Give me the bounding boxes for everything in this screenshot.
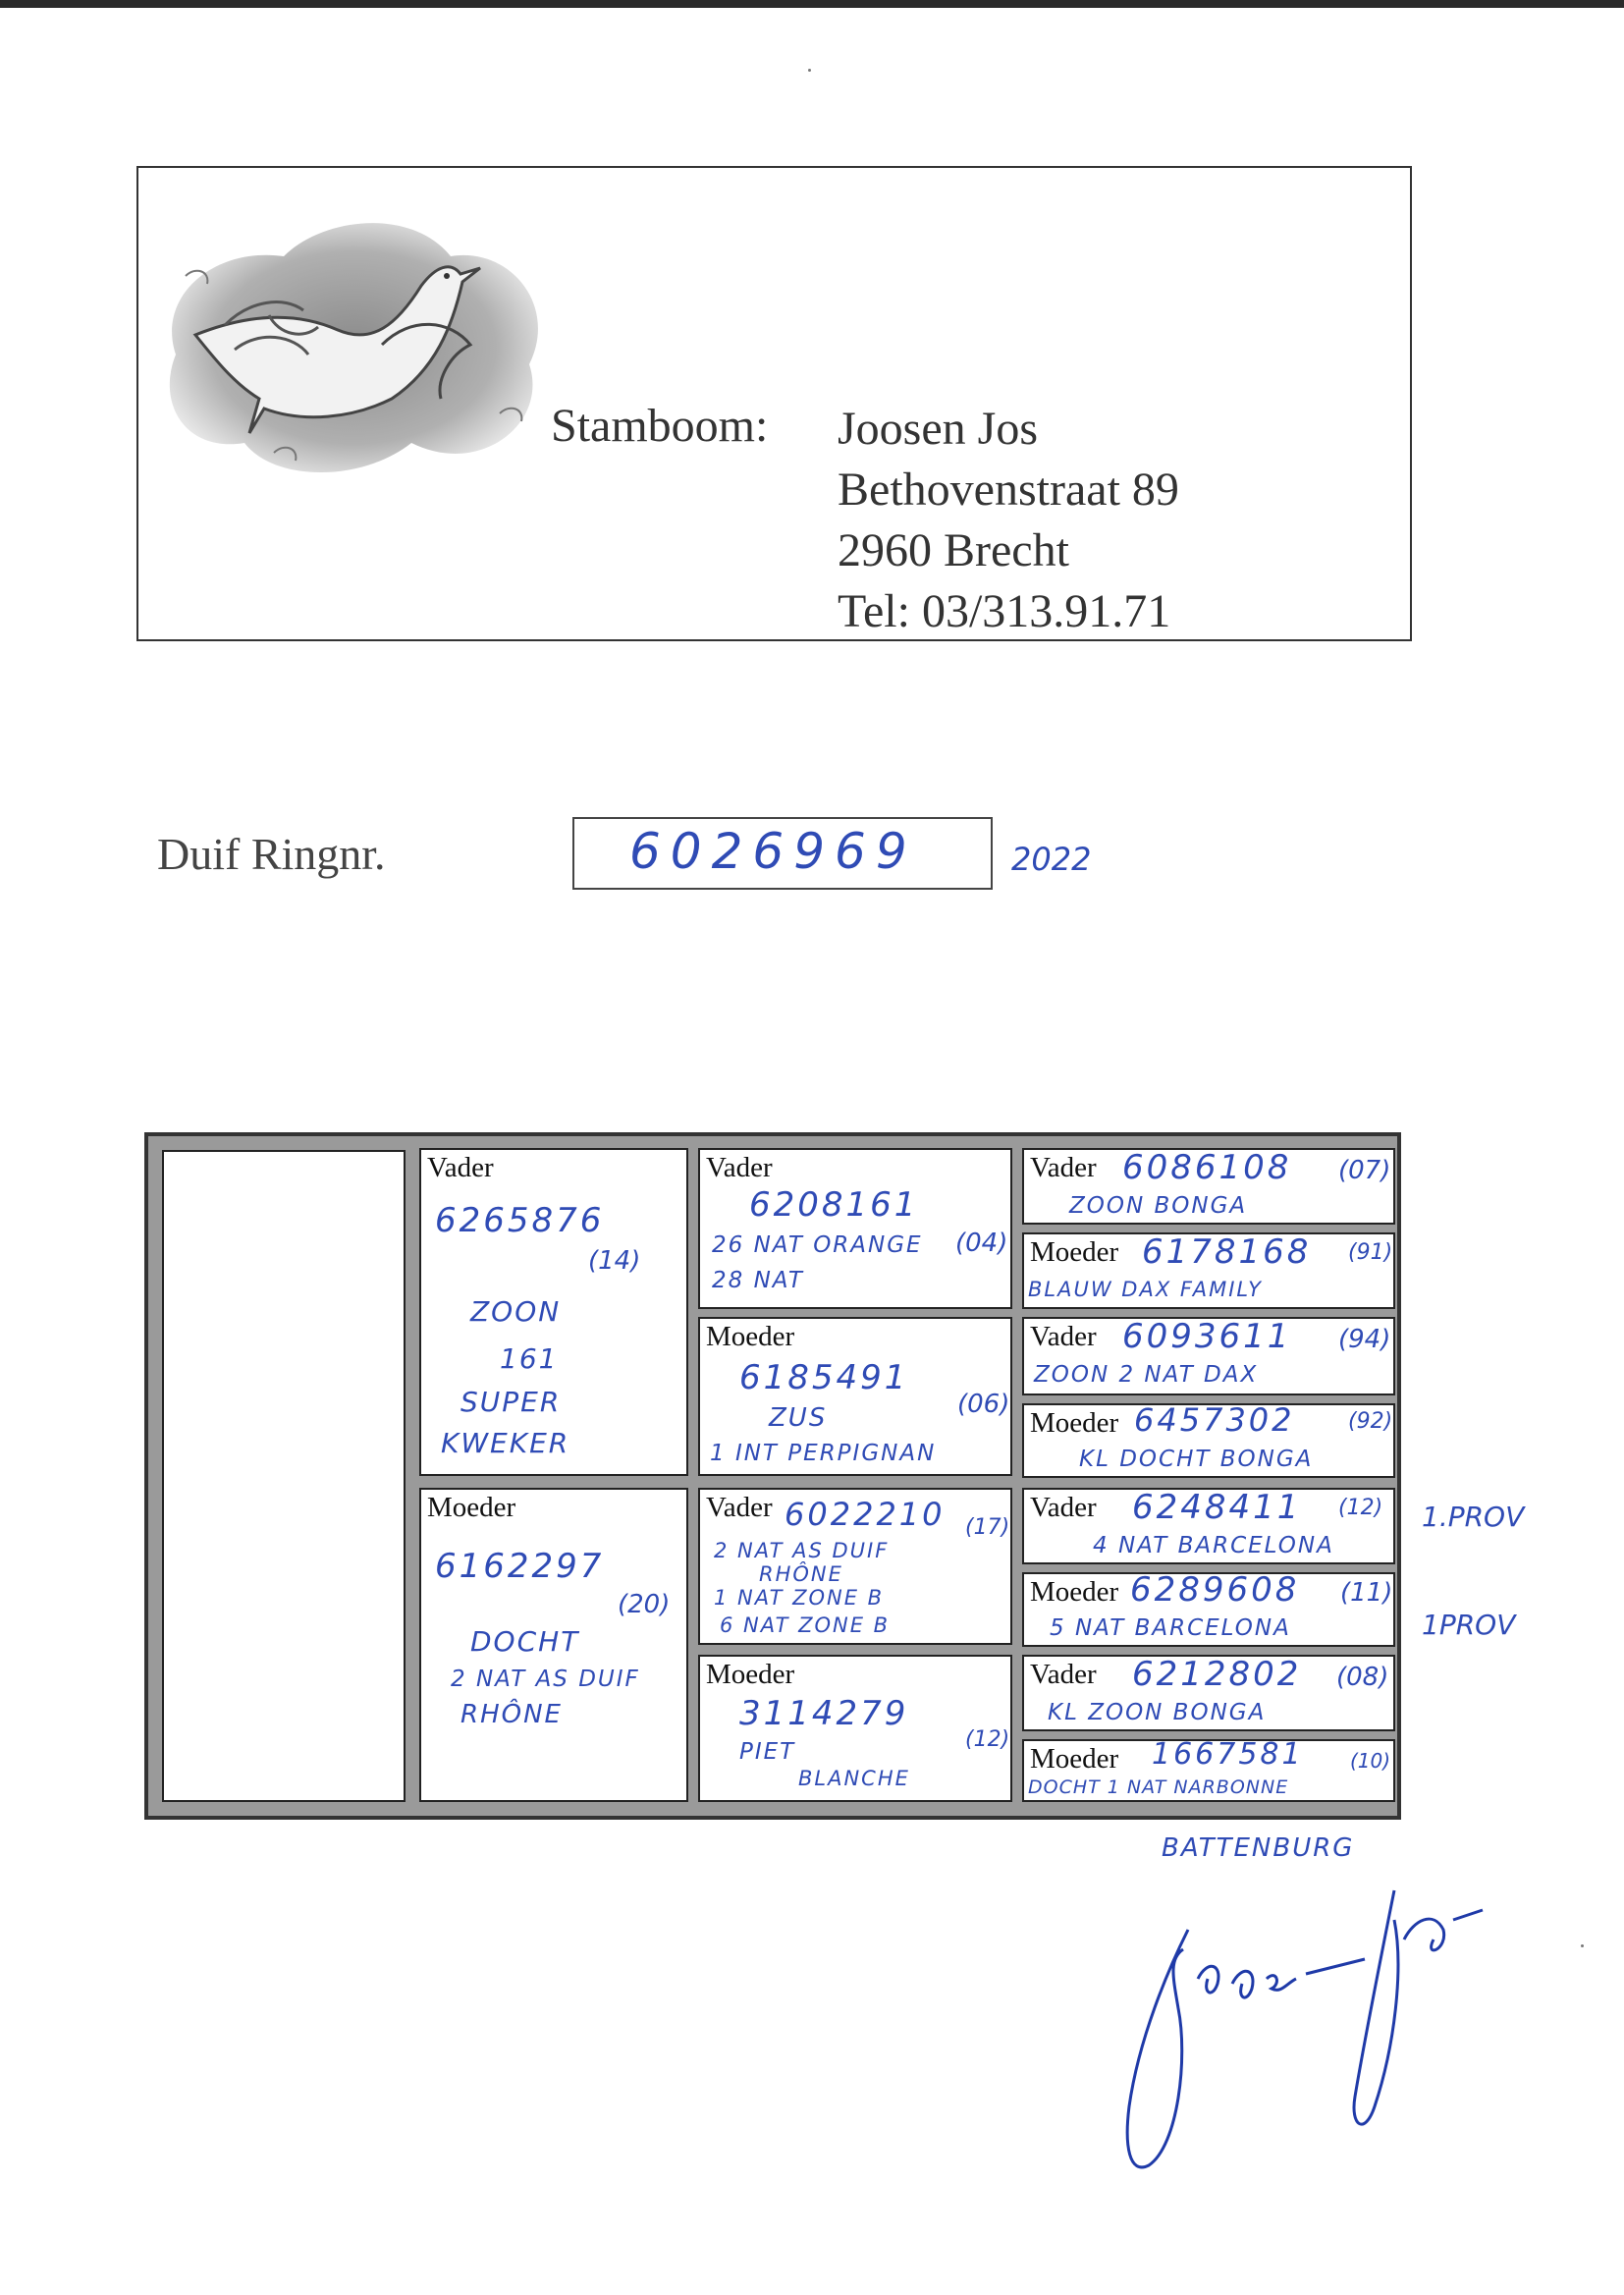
vader-note: KWEKER	[441, 1427, 570, 1459]
vv-note: 28 NAT	[712, 1268, 804, 1293]
ring-number-box	[572, 817, 993, 890]
mmv-label: Vader	[1030, 1659, 1097, 1690]
mm-note: BLANCHE	[798, 1767, 910, 1790]
vmm-cell	[1022, 1403, 1395, 1478]
vader-label: Vader	[427, 1152, 494, 1183]
moeder-note: DOCHT	[470, 1625, 580, 1658]
vmm-year: (92)	[1348, 1409, 1393, 1434]
vm-year: (06)	[957, 1390, 1010, 1419]
mmm-year: (10)	[1350, 1749, 1391, 1773]
mvm-cell	[1022, 1572, 1395, 1647]
vvv-year: (07)	[1338, 1156, 1391, 1185]
mm-number: 3114279	[739, 1694, 909, 1733]
vv-label: Vader	[706, 1152, 773, 1183]
mmm-note: DOCHT 1 NAT NARBONNE	[1028, 1776, 1289, 1798]
handwritten-signature	[1070, 1861, 1502, 2195]
vm-note: 1 INT PERPIGNAN	[710, 1441, 937, 1466]
mvv-cell	[1022, 1488, 1395, 1564]
vvm-year: (91)	[1348, 1240, 1393, 1265]
vv-number: 6208161	[749, 1185, 919, 1225]
vvv-number: 6086108	[1122, 1148, 1292, 1187]
scan-top-edge	[0, 0, 1624, 8]
mm-note: PIET	[739, 1739, 796, 1765]
vm-note: ZUS	[769, 1403, 828, 1433]
vv-note: 26 NAT ORANGE	[712, 1232, 923, 1258]
mmv-note: KL ZOON BONGA	[1048, 1700, 1267, 1725]
dove-logo-icon	[156, 197, 559, 482]
side-note-mvm: 1PROV	[1422, 1609, 1516, 1641]
vader-number: 6265876	[435, 1201, 605, 1240]
moeder-label: Moeder	[427, 1492, 516, 1523]
vvv-label: Vader	[1030, 1152, 1097, 1183]
mmm-label: Moeder	[1030, 1743, 1119, 1775]
vmv-year: (94)	[1338, 1325, 1391, 1354]
stamboom-label: Stamboom:	[551, 400, 769, 452]
vmm-number: 6457302	[1134, 1403, 1295, 1439]
vmv-number: 6093611	[1122, 1317, 1292, 1356]
ring-year: 2022	[1011, 841, 1092, 878]
mvv-note: 4 NAT BARCELONA	[1093, 1533, 1334, 1558]
mvm-number: 6289608	[1130, 1572, 1300, 1610]
mvv-number: 6248411	[1132, 1488, 1302, 1527]
moeder-note: RHÔNE	[460, 1700, 563, 1729]
owner-address	[838, 399, 1179, 642]
mvv-label: Vader	[1030, 1492, 1097, 1523]
owner-tel: Tel: 03/313.91.71	[838, 585, 1171, 637]
moeder-year: (20)	[618, 1590, 671, 1619]
vmv-label: Vader	[1030, 1321, 1097, 1352]
mv-note: 2 NAT AS DUIF	[714, 1539, 890, 1562]
vv-year: (04)	[955, 1229, 1008, 1258]
ring-number: 6026969	[629, 823, 917, 880]
subject-cell	[162, 1150, 406, 1802]
vmv-cell	[1022, 1317, 1395, 1395]
scan-speck	[1581, 1944, 1584, 1947]
vader-note: 161	[500, 1342, 559, 1375]
moeder-number: 6162297	[435, 1547, 605, 1586]
mmm-cell	[1022, 1739, 1395, 1802]
mm-label: Moeder	[706, 1659, 795, 1690]
mvm-label: Moeder	[1030, 1576, 1119, 1608]
vmm-note: KL DOCHT BONGA	[1079, 1447, 1314, 1472]
mmv-number: 6212802	[1132, 1655, 1302, 1694]
scan-speck	[808, 69, 811, 72]
vvm-note: BLAUW DAX FAMILY	[1028, 1278, 1263, 1301]
mvm-note: 5 NAT BARCELONA	[1050, 1615, 1291, 1641]
vvv-note: ZOON BONGA	[1069, 1193, 1248, 1219]
mm-year: (12)	[965, 1727, 1010, 1752]
vvv-cell	[1022, 1148, 1395, 1225]
mvm-year: (11)	[1340, 1578, 1393, 1608]
ring-label: Duif Ringnr.	[157, 829, 386, 879]
owner-name: Joosen Jos	[838, 403, 1039, 455]
vader-note: SUPER	[460, 1386, 562, 1418]
mmv-cell	[1022, 1655, 1395, 1731]
vader-cell	[419, 1148, 688, 1476]
vm-number: 6185491	[739, 1358, 909, 1397]
vader-moeder-cell	[698, 1317, 1012, 1476]
vader-note: ZOON	[470, 1295, 562, 1328]
moeder-note: 2 NAT AS DUIF	[451, 1667, 640, 1692]
side-note-mvv: 1.PROV	[1422, 1501, 1525, 1533]
vader-vader-cell	[698, 1148, 1012, 1309]
owner-street: Bethovenstraat 89	[838, 464, 1179, 516]
mv-note: 6 NAT ZONE B	[720, 1613, 891, 1637]
mv-number: 6022210	[785, 1496, 946, 1533]
mv-note: RHÔNE	[759, 1562, 843, 1586]
mv-note: 1 NAT ZONE B	[714, 1586, 885, 1610]
mmm-number: 1667581	[1152, 1739, 1304, 1772]
mvv-year: (12)	[1338, 1496, 1383, 1520]
pedigree-table	[144, 1132, 1401, 1820]
vvm-cell	[1022, 1232, 1395, 1309]
mv-label: Vader	[706, 1492, 773, 1523]
vvm-number: 6178168	[1142, 1232, 1312, 1272]
mv-year: (17)	[965, 1515, 1010, 1540]
moeder-moeder-cell	[698, 1655, 1012, 1802]
vmv-note: ZOON 2 NAT DAX	[1034, 1362, 1259, 1388]
header-box	[136, 166, 1412, 641]
moeder-cell	[419, 1488, 688, 1802]
vader-year: (14)	[588, 1246, 641, 1276]
mmv-year: (08)	[1336, 1663, 1389, 1692]
vvm-label: Moeder	[1030, 1236, 1119, 1268]
vm-label: Moeder	[706, 1321, 795, 1352]
moeder-vader-cell	[698, 1488, 1012, 1645]
vmm-label: Moeder	[1030, 1407, 1119, 1439]
owner-city: 2960 Brecht	[838, 524, 1069, 576]
side-note-below: BATTENBURG	[1162, 1833, 1355, 1863]
